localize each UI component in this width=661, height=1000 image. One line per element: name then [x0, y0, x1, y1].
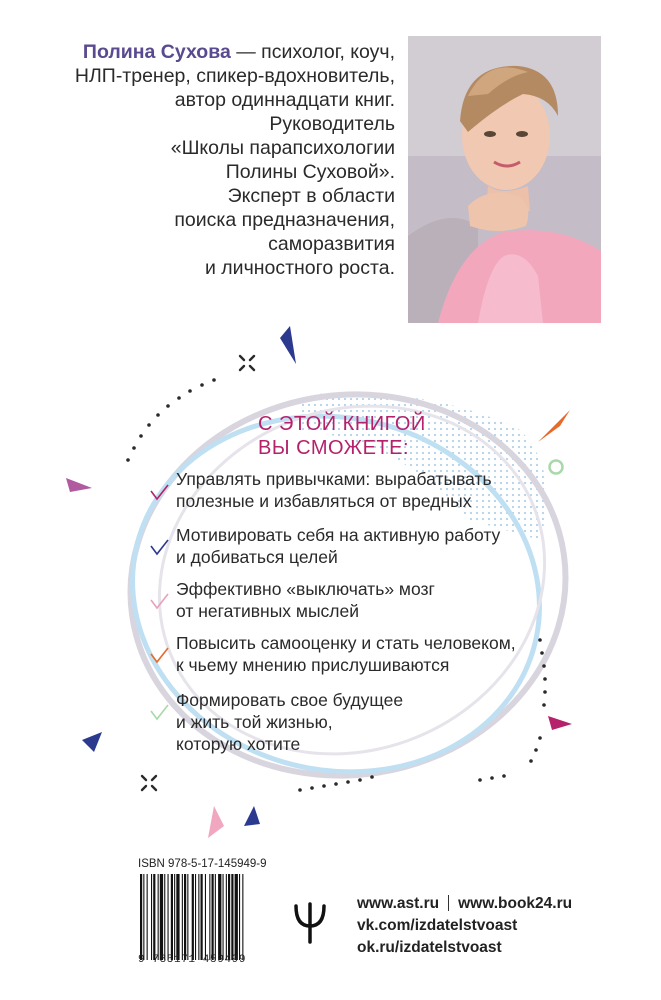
barcode-bar — [195, 874, 196, 960]
barcode-bar — [235, 874, 238, 960]
link-ok[interactable]: ok.ru/izdatelstvoast — [357, 939, 502, 956]
benefit-item-2 — [176, 524, 500, 568]
benefit-item-5 — [176, 689, 403, 755]
benefit-item-5-line-1: Формировать свое будущее — [176, 690, 404, 710]
benefit-item-3-line-2: от негативных мыслей — [176, 601, 359, 621]
bio-line-6: Полины Суховой». — [225, 161, 395, 183]
benefit-item-2-line-2: и добиваться целей — [176, 547, 338, 567]
promo-heading-line-2: ВЫ СМОЖЕТЕ: — [258, 437, 410, 459]
barcode-bar — [192, 874, 194, 960]
benefit-item-3-line-1: Эффективно «выключать» мозг — [176, 579, 435, 599]
publisher-links — [357, 893, 572, 959]
barcode-bar — [164, 874, 165, 960]
link-book24[interactable]: www.book24.ru — [458, 895, 573, 912]
benefit-item-5-line-3: которую хотите — [176, 734, 301, 754]
barcode-bar — [160, 874, 163, 960]
barcode-bar — [205, 874, 206, 960]
benefit-item-5-line-2: и жить той жизнью, — [176, 712, 333, 732]
barcode-bar — [168, 874, 169, 960]
barcode-bar — [176, 874, 179, 960]
check-mark-icon — [148, 702, 170, 724]
barcode-bar — [226, 874, 227, 960]
barcode-bar — [218, 874, 221, 960]
bio-line-8: поиска предназначения, — [174, 209, 395, 231]
barcode-bar — [223, 874, 224, 960]
barcode-bar — [231, 874, 233, 960]
check-mark-icon — [148, 591, 170, 613]
check-mark-icon — [148, 537, 170, 559]
barcode-bar — [209, 874, 210, 960]
barcode-bar — [187, 874, 188, 960]
barcode-bar — [140, 874, 142, 960]
barcode-bar — [242, 874, 243, 960]
barcode-bar — [201, 874, 203, 960]
barcode-bar — [198, 874, 199, 960]
bio-line-2: НЛП-тренер, спикер-вдохновитель, — [74, 65, 395, 87]
barcode-bar — [239, 874, 240, 960]
link-vk[interactable]: vk.com/izdatelstvoast — [357, 917, 518, 934]
barcode-bar — [153, 874, 155, 960]
bio-line-5: «Школы парапсихологии — [170, 137, 395, 159]
benefit-item-4-line-2: к чьему мнению прислушиваются — [176, 655, 450, 675]
barcode-bar — [147, 874, 148, 960]
bio-line-1: Полина Сухова — психолог, коуч, — [82, 41, 395, 63]
promo-heading-line-1: С ЭТОЙ КНИГОЙ — [258, 413, 426, 435]
barcode-bar — [182, 874, 183, 960]
barcode-bar — [171, 874, 173, 960]
benefit-item-1-line-1: Управлять привычками: вырабатывать — [176, 469, 492, 489]
benefit-item-2-line-1: Мотивировать себя на активную работу — [176, 525, 501, 545]
bio-line-4: Руководитель — [269, 113, 395, 135]
link-separator — [448, 895, 449, 911]
links-row-1 — [357, 893, 572, 915]
benefit-item-4-line-1: Повысить самооценку и стать человеком, — [176, 633, 516, 653]
bio-line-9: саморазвития — [268, 233, 395, 255]
promo-heading — [258, 412, 426, 460]
bio-line-3: автор одиннадцати книг. — [174, 89, 395, 111]
barcode-bar — [215, 874, 216, 960]
author-name: Полина Сухова — [82, 41, 231, 63]
barcode-graphic — [138, 874, 292, 960]
barcode-bar — [158, 874, 159, 960]
check-mark-icon — [148, 645, 170, 667]
isbn-text: ISBN 978-5-17-145949-9 — [138, 858, 267, 870]
barcode-bar — [151, 874, 152, 960]
bio-line-7: Эксперт в области — [227, 185, 395, 207]
benefit-item-1-line-2: полезные и избавляться от вредных — [176, 491, 472, 511]
psi-logo-icon — [292, 900, 328, 944]
barcode-bar — [184, 874, 186, 960]
bio-line-10: и личностного роста. — [204, 257, 395, 279]
benefit-item-3 — [176, 578, 435, 622]
barcode-number: 9 785171 459499 — [138, 954, 247, 966]
check-mark-icon — [148, 482, 170, 504]
link-ast[interactable]: www.ast.ru — [357, 895, 440, 912]
benefit-item-1 — [176, 468, 492, 512]
barcode-bar — [228, 874, 230, 960]
benefit-item-4 — [176, 632, 516, 676]
barcode-bar — [143, 874, 144, 960]
barcode-bar — [212, 874, 214, 960]
barcode-bar — [174, 874, 175, 960]
